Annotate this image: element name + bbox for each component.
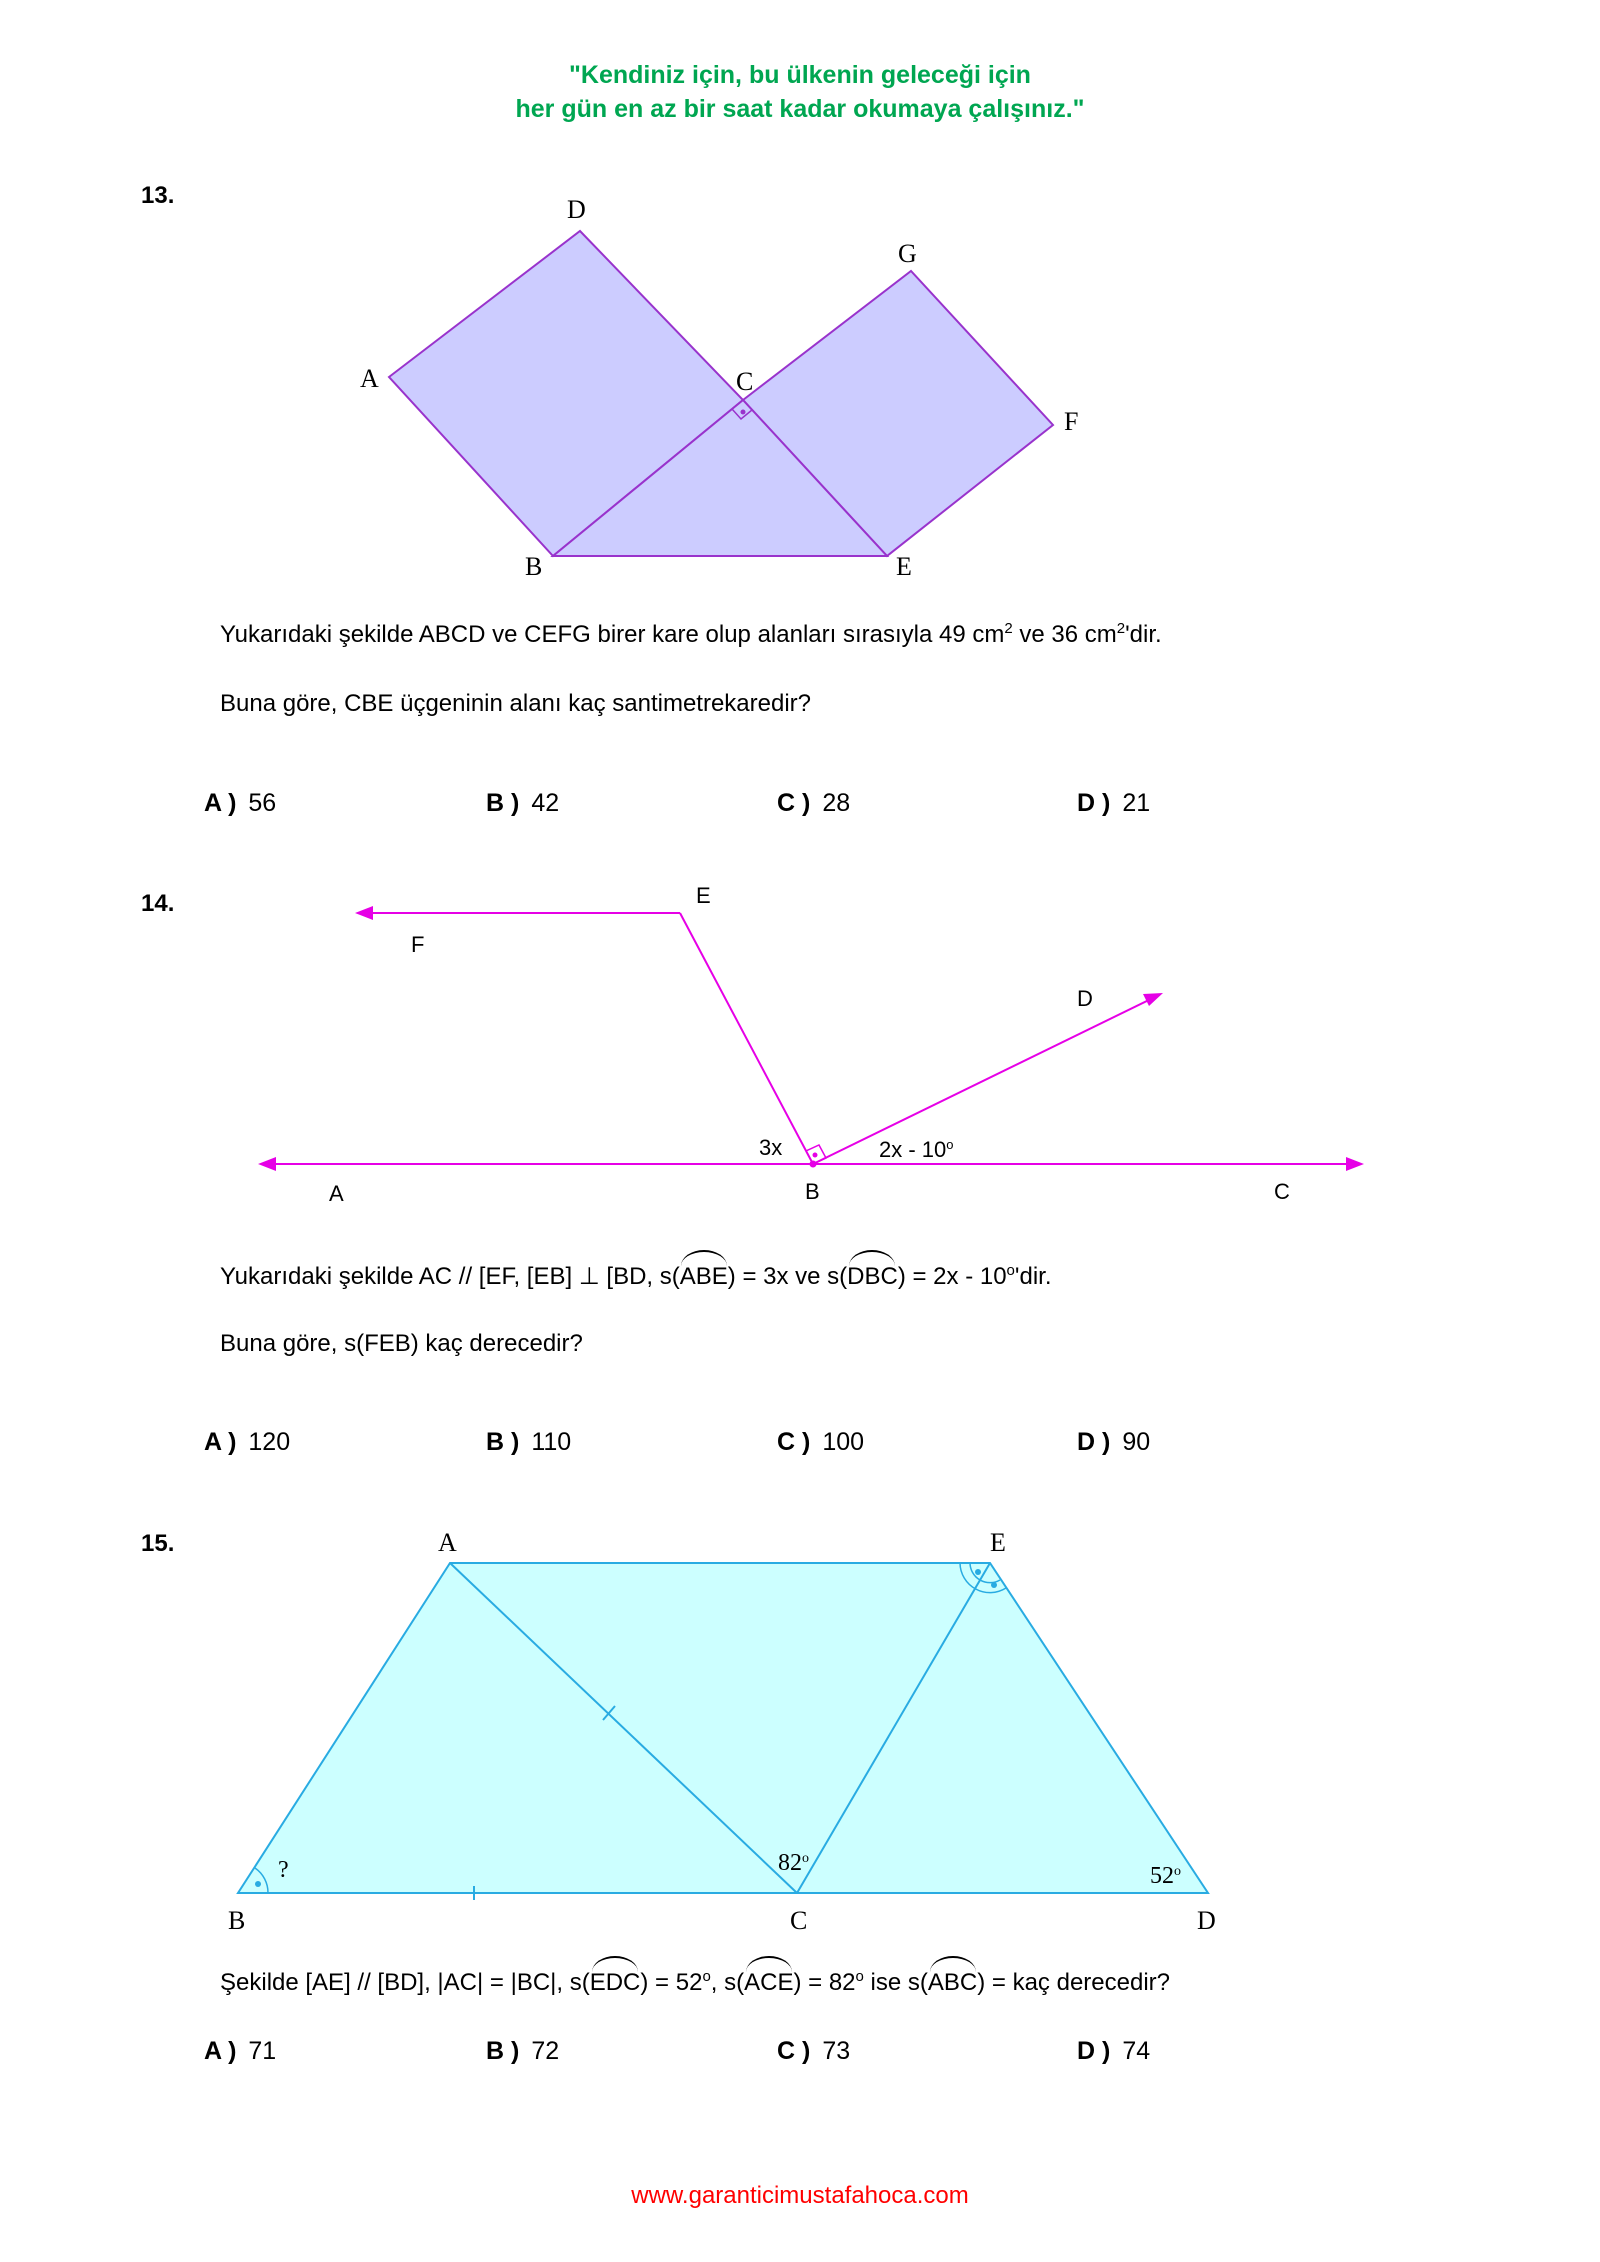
- motto-line-1: "Kendiniz için, bu ülkenin geleceği için: [569, 61, 1031, 89]
- label-c: C: [790, 1906, 808, 1935]
- angle-c-label: 82$^o$: [778, 1850, 809, 1876]
- angle-arc-abc: ABC: [927, 1969, 978, 1996]
- angle-arc-dbc: DBC: [847, 1263, 898, 1290]
- q13-text-part: ve 36 cm: [1012, 621, 1117, 648]
- option-letter: C ): [777, 2037, 811, 2065]
- degree-sup: o: [702, 1968, 711, 1985]
- option-letter: D ): [1077, 1428, 1111, 1456]
- option-value: 42: [531, 789, 560, 817]
- label-c: C: [736, 367, 754, 396]
- option-letter: B ): [486, 1428, 520, 1456]
- label-f: F: [1064, 407, 1079, 436]
- q13-question: Buna göre, CBE üçgeninin alanı kaç santimetrekaredir?: [220, 690, 811, 717]
- label-a: A: [438, 1528, 457, 1557]
- option-letter: A ): [204, 2037, 237, 2065]
- label-e: E: [896, 552, 912, 581]
- option-value: 90: [1122, 1428, 1151, 1456]
- q13-sup: 2: [1004, 620, 1013, 637]
- option-value: 120: [248, 1428, 291, 1456]
- q14-text-part: Yukarıdaki şekilde AC // [EF, [EB]: [220, 1263, 579, 1290]
- option-value: 74: [1122, 2037, 1151, 2065]
- label-e: E: [990, 1528, 1006, 1557]
- option-value: 56: [248, 789, 277, 817]
- q15-text-part: ise s(: [863, 1969, 928, 1996]
- q13-text-part: 'dir.: [1125, 621, 1162, 648]
- angle-b-question: ?: [278, 1857, 289, 1883]
- q15-option-a[interactable]: [204, 2037, 276, 2066]
- option-letter: B ): [486, 2037, 520, 2065]
- question-13-number: 13.: [141, 182, 175, 209]
- label-e: E: [696, 883, 711, 908]
- q15-option-d[interactable]: [1077, 2037, 1150, 2066]
- option-value: 28: [822, 789, 851, 817]
- angle-dot-b: [255, 1881, 261, 1887]
- option-letter: D ): [1077, 789, 1111, 817]
- footer-website-link[interactable]: www.garanticimustafahoca.com: [631, 2182, 969, 2209]
- question-15-number: 15.: [141, 1530, 175, 1557]
- option-letter: C ): [777, 1428, 811, 1456]
- option-value: 73: [822, 2037, 851, 2065]
- angle-abe-label: 3x: [759, 1135, 783, 1160]
- label-d: D: [1077, 986, 1093, 1011]
- q15-text-part: ) = kaç derecedir?: [977, 1969, 1170, 1996]
- option-value: 110: [531, 1428, 572, 1456]
- option-letter: A ): [204, 1428, 237, 1456]
- label-b: B: [525, 552, 543, 581]
- q15-option-c[interactable]: [777, 2037, 850, 2066]
- angle-arc-abe: ABE: [679, 1263, 728, 1290]
- label-g: G: [898, 239, 917, 268]
- q15-text-part: ) = 52: [640, 1969, 703, 1996]
- option-letter: B ): [486, 789, 520, 817]
- q15-text-part: Şekilde [AE] // [BD], |AC| = |BC|, s(: [220, 1969, 590, 1996]
- label-a: A: [360, 364, 379, 393]
- angle-d-label: 52$^o$: [1150, 1863, 1181, 1889]
- perpendicular-symbol: ⊥: [578, 1263, 600, 1290]
- angle-dbc-label: 2x - 10$^o$: [879, 1137, 954, 1162]
- label-d: D: [1197, 1906, 1216, 1935]
- q14-question: Buna göre, s(FEB) kaç derecedir?: [220, 1330, 583, 1357]
- q14-text-part: [BD, s(: [599, 1263, 680, 1290]
- option-letter: C ): [777, 789, 811, 817]
- option-value: 71: [248, 2037, 277, 2065]
- trapezoid-abde: [238, 1563, 1208, 1893]
- label-a: A: [329, 1181, 344, 1206]
- q15-text-part: , s(: [710, 1969, 745, 1996]
- q13-sup: 2: [1116, 620, 1126, 637]
- angle-arc-ace: ACE: [744, 1969, 794, 1996]
- angle-dot-e2: [991, 1582, 997, 1588]
- label-c: C: [1274, 1179, 1290, 1204]
- label-d: D: [567, 195, 586, 224]
- motto-line-2: her gün en az bir saat kadar okumaya çalışınız.": [515, 95, 1085, 123]
- q14-text-part: ) = 3x ve s(: [727, 1263, 848, 1290]
- q14-text-part: 'dir.: [1014, 1263, 1052, 1290]
- angle-arc-edc: EDC: [589, 1969, 641, 1996]
- label-b: B: [805, 1179, 820, 1204]
- degree-sup: o: [855, 1968, 864, 1985]
- label-b: B: [228, 1906, 246, 1935]
- angle-dot-e1: [975, 1569, 981, 1575]
- q14-text-part: ) = 2x - 10: [897, 1263, 1007, 1290]
- q13-text-part: Yukarıdaki şekilde ABCD ve CEFG birer kare olup alanları sırasıyla 49 cm: [220, 621, 1005, 648]
- label-f: F: [411, 932, 425, 957]
- option-value: 72: [531, 2037, 560, 2065]
- option-value: 100: [822, 1428, 865, 1456]
- option-letter: A ): [204, 789, 237, 817]
- question-14-number: 14.: [141, 890, 175, 917]
- q15-statement: [220, 1968, 1170, 1997]
- option-letter: D ): [1077, 2037, 1111, 2065]
- q15-option-b[interactable]: [486, 2037, 559, 2066]
- option-value: 21: [1122, 789, 1151, 817]
- q15-text-part: ) = 82: [793, 1969, 856, 1996]
- degree-sup: o: [1006, 1262, 1015, 1279]
